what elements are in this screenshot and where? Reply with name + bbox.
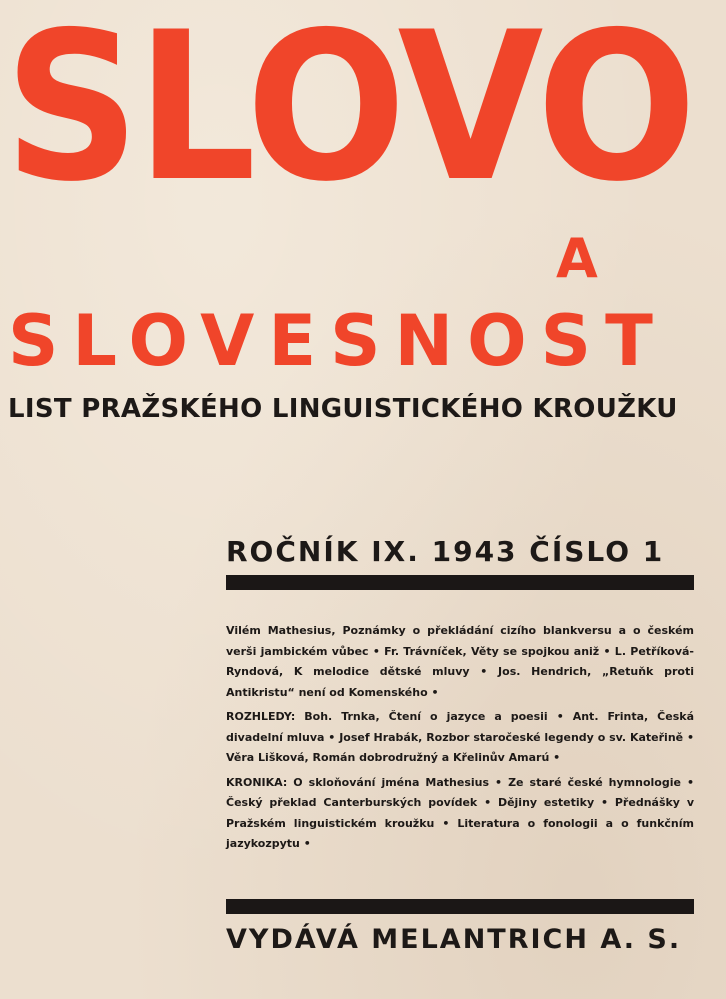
- table-of-contents: [226, 621, 694, 859]
- issue-info: ROČNÍK IX. 1943 ČÍSLO 1: [226, 535, 665, 568]
- subtitle: LIST PRAŽSKÉHO LINGUISTICKÉHO KROUŽKU: [8, 394, 678, 424]
- divider-rule-top: [226, 575, 694, 590]
- title-slovesnost: SLOVESNOST: [8, 300, 667, 382]
- divider-rule-bottom: [226, 899, 694, 914]
- contents-chronicle: KRONIKA: O skloňování jména Mathesius • Ze staré české hymnologie • Český překlad Canterburských povídek • Dějiny estetiky • Přednášky v Pražském linguistickém kroužku • Literatura o fonologii a o funkčním jazykozpytu •: [226, 775, 694, 850]
- contents-articles: Vilém Mathesius, Poznámky o překládání cizího blankversu a o českém verši jambickém vůbec • Fr. Trávníček, Věty se spojkou aniž • L. Petříková-Ryndová, K melodice dětské mluvy • Jos. Hendrich, „Retuňk proti Antikristu“ není od Komenského •: [226, 624, 694, 699]
- contents-reviews: ROZHLEDY: Boh. Trnka, Čtení o jazyce a poesii • Ant. Frinta, Česká divadelní mluva • Josef Hrabák, Rozbor staročeské legendy o sv. Kateřině • Věra Lišková, Román dobrodružný a Křelinův Amarú •: [226, 710, 694, 764]
- publisher-line: VYDÁVÁ MELANTRICH A. S.: [226, 924, 682, 955]
- title-conjunction: A: [556, 227, 598, 290]
- title-slovo: SLOVO: [4, 0, 694, 227]
